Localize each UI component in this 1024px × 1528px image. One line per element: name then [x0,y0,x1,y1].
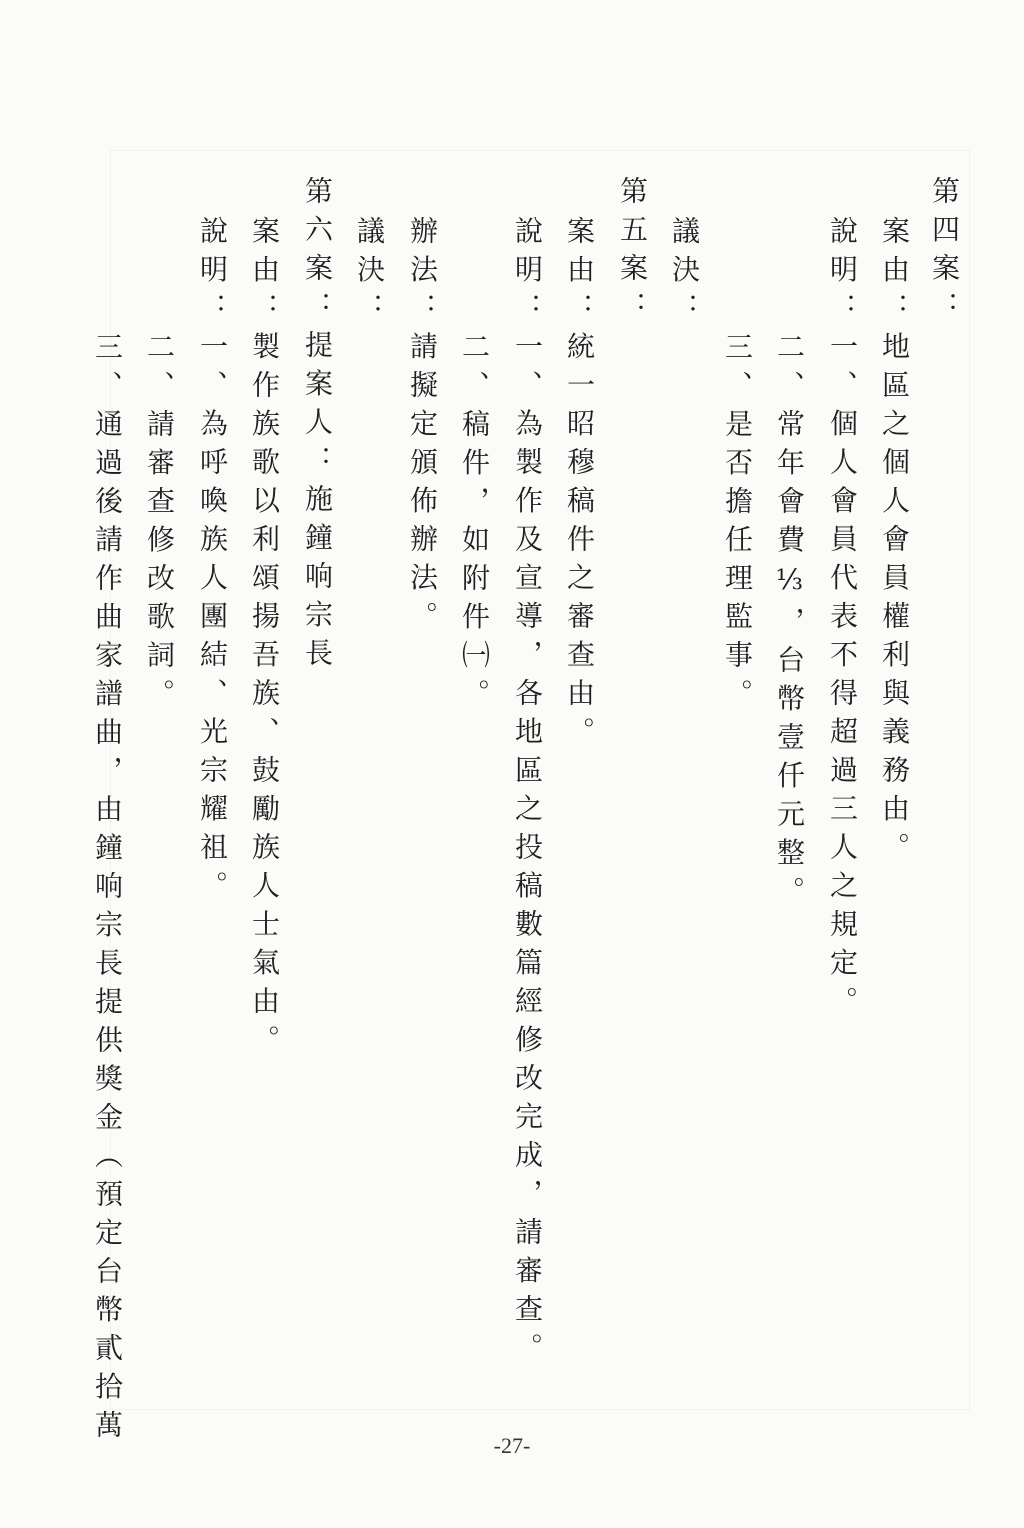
heading-case-4: 第四案： [928,176,961,330]
heading-case-5: 第五案： [616,176,649,330]
case-5-note-1: 說明：一、為製作及宣導，各地區之投稿數篇經修改完成，請審查。 [511,216,544,1371]
case-4-resolution: 議決： [668,216,701,332]
case-5-subject: 案由：統一昭穆稿件之審查由。 [563,216,596,755]
case-6-note-3: 三、通過後請作曲家譜曲，由鐘响宗長提供獎金（預定台幣貳拾萬 [91,332,124,1449]
case-4-subject: 案由：地區之個人會員權利與義務由。 [878,216,911,871]
case-6-subject: 案由：製作族歌以利頌揚吾族、鼓勵族人士氣由。 [248,216,281,1063]
case-4-note-1: 說明：一、個人會員代表不得超過三人之規定。 [826,216,859,1025]
case-5-note-2: 二、稿件，如附件㈠。 [458,332,491,717]
case-6-note-1: 說明：一、為呼喚族人團結、光宗耀祖。 [196,216,229,909]
case-4-note-2: 二、常年會費⅓，台幣壹仟元整。 [773,332,806,915]
case-5-resolution: 議決： [353,216,386,332]
case-4-note-3: 三、是否擔任理監事。 [721,332,754,717]
page-number: -27- [493,1433,531,1458]
case-6-note-2: 二、請審查修改歌詞。 [143,332,176,717]
case-5-method: 辦法：請擬定頒佈辦法。 [406,216,439,640]
heading-case-6: 第六案：提案人：施鐘响宗長 [301,176,334,677]
